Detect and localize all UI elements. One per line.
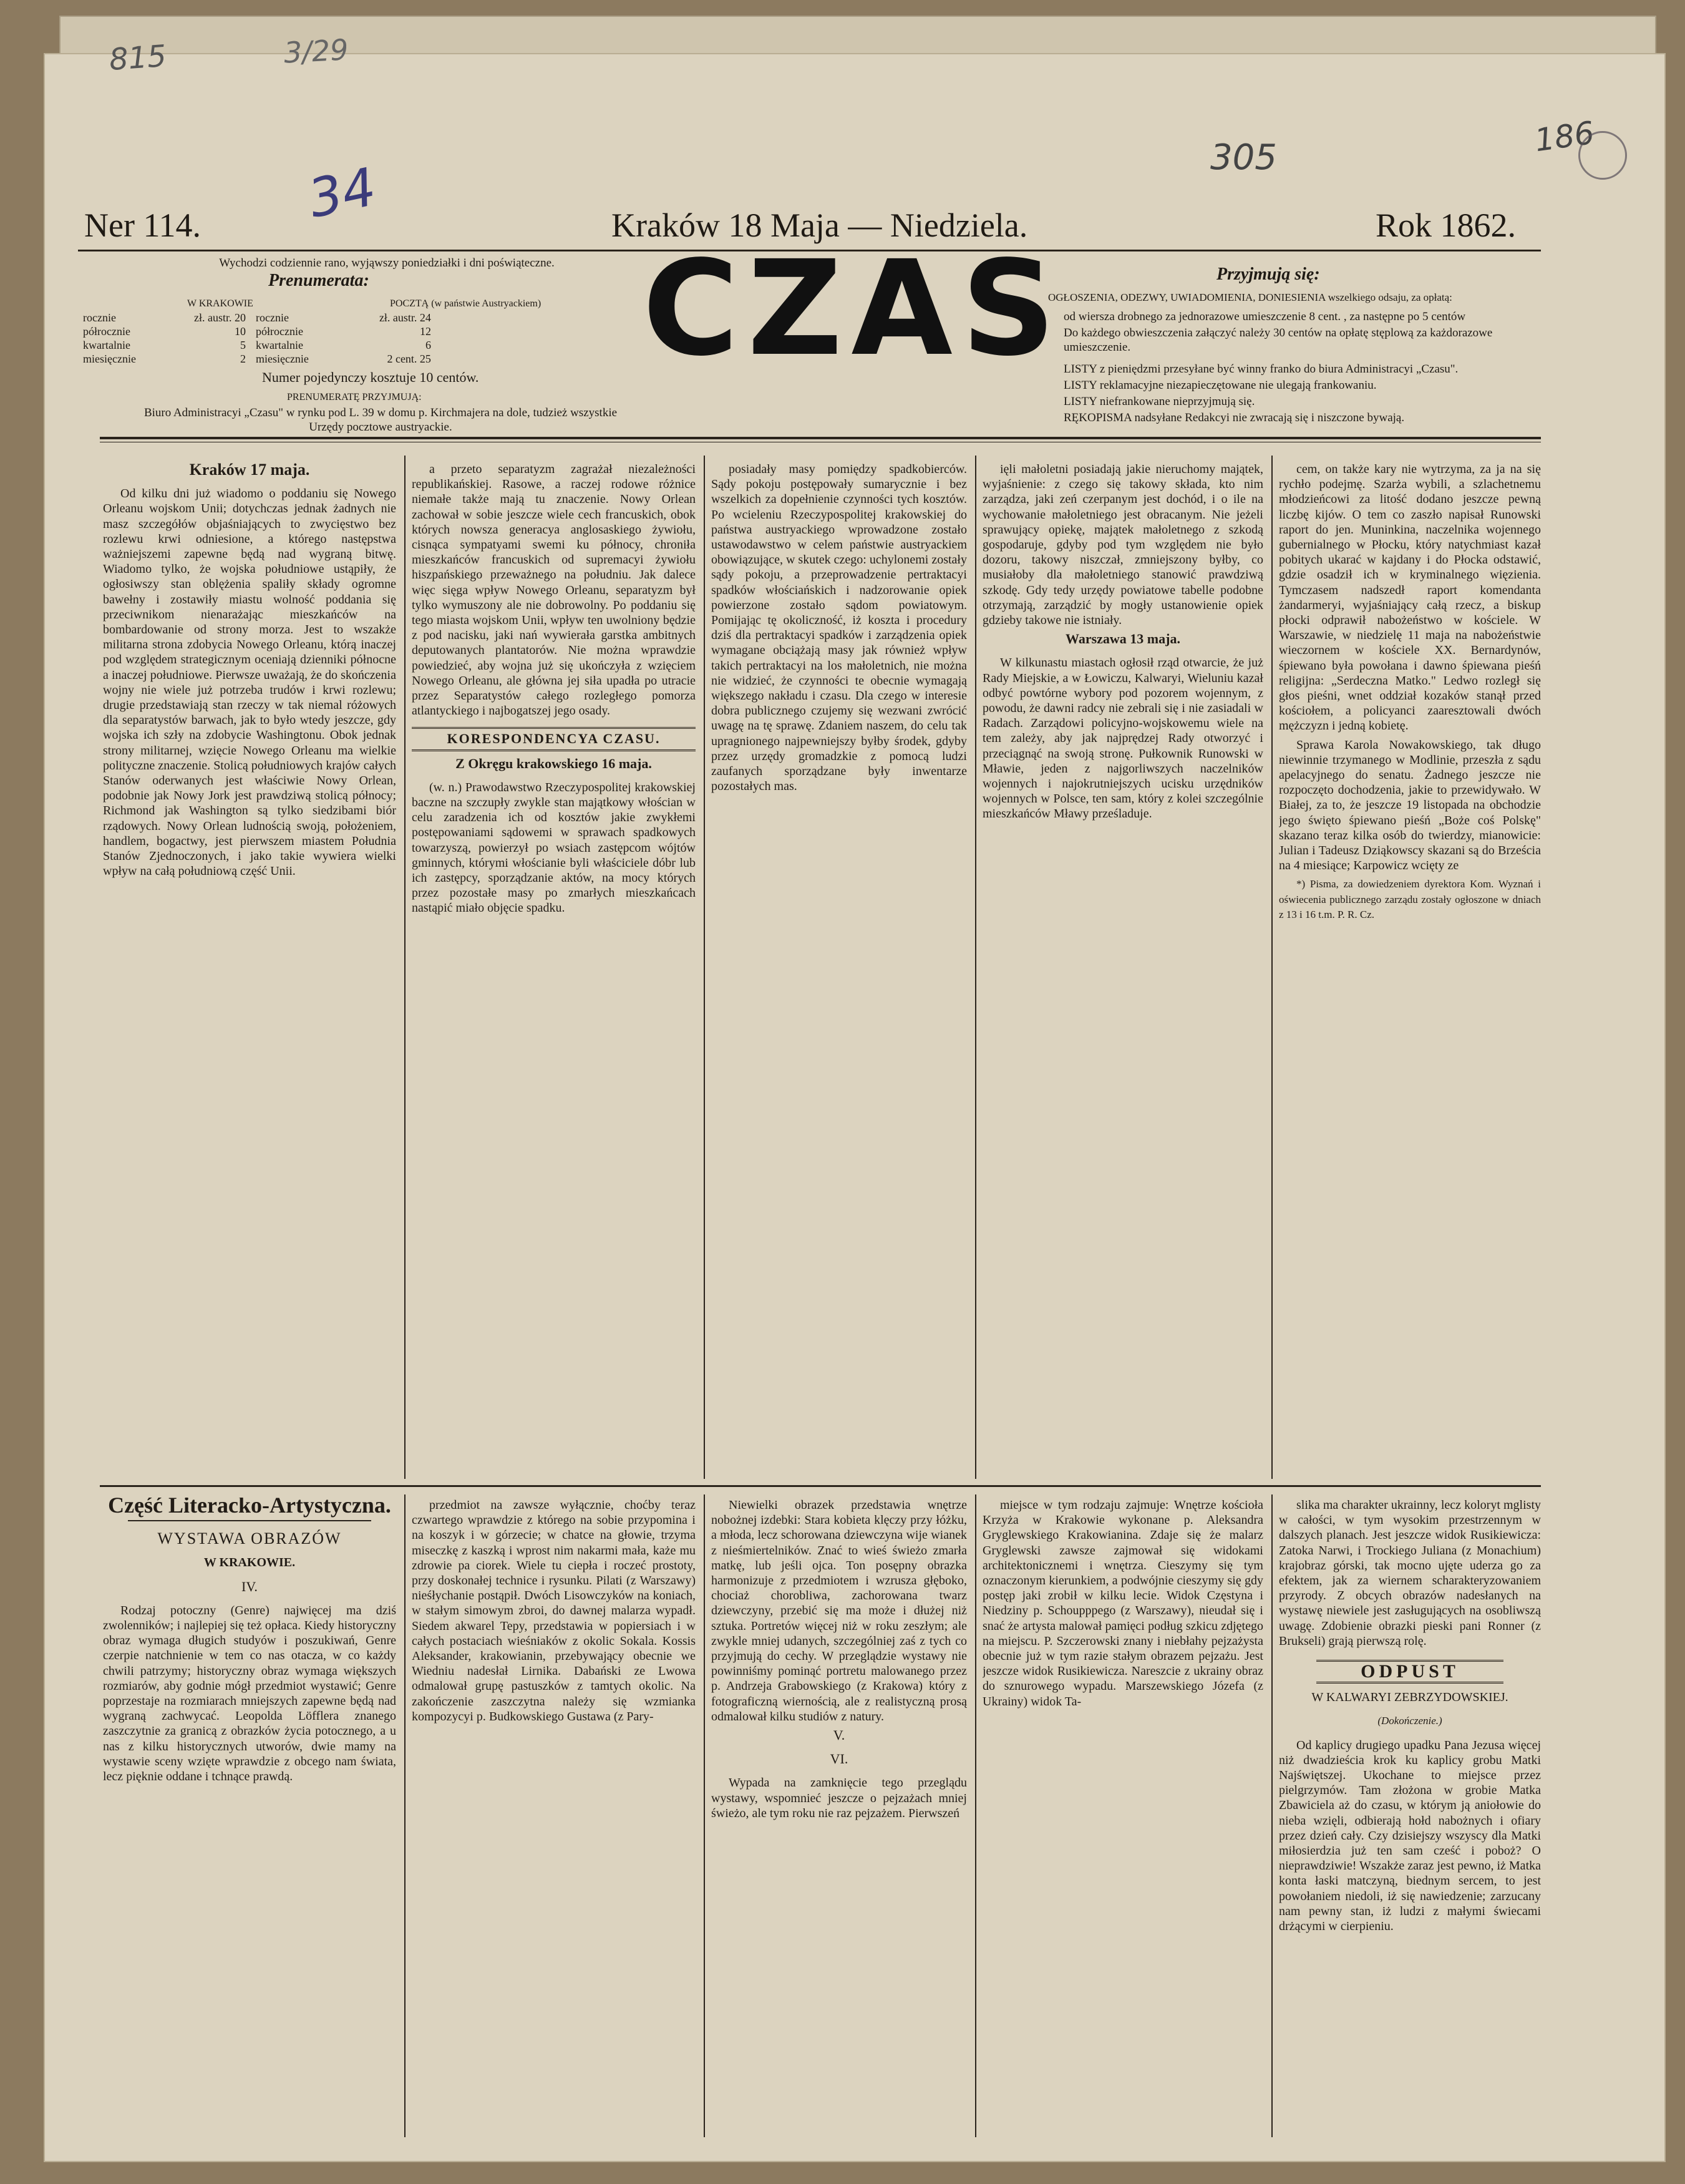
cell: kwartalnie (255, 339, 303, 351)
publication-note: Wychodzi codziennie rano, wyjąwszy poniedziałki i dni poświąteczne. (219, 256, 555, 270)
masthead-rule (100, 437, 1541, 439)
column-divider (404, 1494, 405, 2137)
ads-line-7: RĘKOPISMA nadsyłane Redakcyi nie zwracają się i niszczone bywają. (1064, 411, 1405, 424)
column-divider (975, 456, 976, 1479)
subscription-title: Prenumerata: (268, 271, 369, 290)
cell: półrocznie (255, 325, 303, 338)
cell: 2 (240, 353, 246, 365)
column-literary-2 (412, 1498, 696, 2134)
cell: zł. austr. 24 (379, 311, 431, 324)
subscription-col-krakow: W KRAKOWIE (187, 298, 253, 309)
archive-mark-4: 305 (1210, 137, 1277, 178)
correspondence-subtitle: Z Okręgu krakowskiego 16 maja. (455, 755, 652, 771)
part-number: V. (833, 1727, 845, 1743)
year: Rok 1862. (1376, 207, 1517, 244)
article-text: cem, on także kary nie wytrzyma, za ja na się rychło podejmę. Szarża wybili, a szlachetnemu młodzieńcowi za litość dodano jeszcze pewną liczbę kijów. O tem co zaszło napisał Runowski raport do jen. Muninkina, naczelnika wojennego gubernialnego w Płocku, który natychmiast kazał pobitych ukarać w kajdany i do Płocka odstawić, gdzie osadził ich w kryminalnego więzienia. Tymczasem nadszedł raport komendanta żandarmeryi, wyjaśniający całą rzecz, a biskup płocki odprawił nabożeństwo w kościele. W Warszawie, w niedzielę 11 maja na nabożeństwie wieczornem w kościele XX. Bernardynów, śpiewano była powołana i dawno śpiewana pieśń religijna: „Serdeczna Matko." Ledwo rozległ się głos pieśni, wnet oddział kozaków stanął przed kościołem, a policyanci zaaresztowali dwóch mężczyzn i jedną kobietę. (1279, 462, 1541, 733)
ads-line-5: LISTY reklamacyjne niezapieczętowane nie ulegają frankowaniu. (1064, 379, 1377, 392)
subscription-table (78, 311, 436, 366)
single-copy-price: Numer pojedynczy kosztuje 10 centów. (262, 369, 479, 385)
article-text: W kilkunastu miastach ogłosił rząd otwarcie, że już Rady Miejskie, a w Łowiczu, Kalwaryi, Wieluniu kazał odbyć powtórne wybory pod pozorem wojennym, z powodu, że dawni radcy nie zebrali się i nie zasiadali w Radach. Zarządowi policyjno-wojskowemu wiele na tem zależy, aby jak najprędzej Rady otworzyć i przeciągnąć na swoją stronę. Pułkownik Runowski w Mławie, jeden z najgorliwszych naczelników wojennych i najokrutniejszych ucisku urzędników wojennych w Polsce, ten sam, który z kolei szczególnie mieszkańców Mławy prześladuje. (983, 656, 1263, 821)
subscribers-text: Biuro Administracyi „Czasu" w rynku pod L. 39 w domu p. Kirchmajera na dole, tudzież wszystkie Urzędy pocztowe austryackie. (143, 406, 618, 434)
column-literary-3 (711, 1498, 967, 2134)
archive-mark-1: 815 (108, 38, 168, 78)
article-text: Rodzaj potoczny (Genre) najwięcej ma dziś zwolenników; i najlepiej się też opłaca. Kiedy historyczny obraz wymaga długich studyów i poszukiwań, Genre czerpie natchnienie w tem co nas otacza, w co każdy chwili patrzymy; historyczny obraz wymaga większych rozmiarów, aby godnie mógł przedmiot wystawić; Genre poprzestaje na rozmiarach mniejszych zapewne będą nad wygraną zachwycać. Leopolda Löfflera znanego zaszczytnie za granicą z obrazków życia potocznego, a u nas z kilku historycznych utworów, dwie mamy na wystawie sceny wzięte wprawdzie z obcego nam świata, lecz pięknie oddane i tchnące prawdą. (103, 1603, 396, 1784)
column-divider (704, 456, 705, 1479)
warsaw-heading: Warszawa 13 maja. (1066, 631, 1180, 647)
article-text: posiadały masy pomiędzy spadkobierców. Sądy pokoju postępowały sumarycznie i bez wszelkich za dopełnienie czynności tych kosztów. Po wcieleniu Rzeczypospolitej krakowskiej do państwa austryackiego wprowadzone zostało ustawodawstwo w celem państwie austryackiem obowiązujące, w skutek czego: uchylonemi zostały sądy pokoju, a przeprowadzenie pertraktacyi spadków włościańskich i nadzorowanie opiek powierzone zostało sądom powiatowym. Pomijając tę okoliczność, iż koszta i procedury dziś dla pertraktacyi spadków i zarządzenia opiek wymagane obciążają masy jak również wpływ takich pertraktacyi na los małoletnich, nie można nie widzieć, że czynności te obecnie wymagają większego nakładu i czasu. Dla czego w interesie dobra publicznego czujemy się wezwani zwrócić uwagę na tę sprawę. Zdaniem naszem, do celu tak upragnionego najpewniejszy byłby środek, gdyby przez urzędy gromadzkie z pomocą ludzi zaufanych sporządzane były inwentarze pozostałych mas. (711, 462, 967, 794)
section-rule (100, 1485, 1541, 1487)
table-row (78, 338, 436, 352)
exhibit-title: WYSTAWA OBRAZÓW (157, 1529, 342, 1548)
cell: 12 (419, 325, 431, 338)
column-divider (975, 1494, 976, 2137)
column-heading: Kraków 17 maja. (189, 461, 310, 479)
article-text: slika ma charakter ukrainny, lecz koloryt mglisty w całości, w tym wysokim przestrzennym w dalszych planach. Jest jeszcze widok Rusikiewicza: Zatoka Narwi, i Trockiego Juliana (z Monachium) krajobraz górski, tak mocno ujęte uderza go za efektem, jak za wiernem scharakteryzowaniem przyrody. Z obcych obrazów nadesłanych na wystawę niewiele jest zasługujących na osobliwszą uwagę. Zdobienie obrazki pieski pani Ronner (z Brukseli) grają pierwszą rolę. (1279, 1498, 1541, 1648)
article-text: ięli małoletni posiadają jakie nieruchomy majątek, wyjaśnienie: z czego się takowy składa, kto nim zarządza, jaki zeń czerpanym jest dochód, i o ile na wychowanie małoletniego jest obracanym. Nie jeżeli sprawujący opiekę, majątek małoletnego z szkodą gospodaruje, gdyby pod tym względem nie było dozoru, takowy niszczał, zmniejszony byłby, co musiałoby dla małoletniego stanowić prawdziwą szkodę. Gdy tedy urzędy powiatowe tabelle podobne otrzymają, zarządzić by mogły ustanowienie opiek gdzieby takowe nie istniały. (983, 462, 1263, 628)
title-divider (128, 1520, 371, 1521)
column-divider (1271, 456, 1273, 1479)
continuation-note: (Dokończenie.) (1377, 1715, 1442, 1727)
article-text: a przeto separatyzm zagrażał niezależności republikańskiej. Rasowe, a raczej rodowe różnice niemałe także mają tu znaczenie. Nowy Orlean zachował w sobie jeszcze wiele cech francuskich, obok których nowsza generacya anglosaskiego żywiołu, cisnąca sympatyami swemi ku północy, chroniła mieszkańców francuskich od supremacyi żywiołu hiszpańskiego przeważnego na południu. Jak dalece więc sięga wpływ Nowego Orleanu, separatyzm był tylko wymuszony ale nie dobrowolny. Po poddaniu się tego miasta wojskom Unii, wpływ ten uwolniony będzie z pod nacisku, jaki nań wywierała garstka ambitnych deputowanych plantatorów. Nie można wprawdzie powiedzieć, aby wojna już się ukończyła z wzięciem Nowego Orleanu, ale główna jej siła upadła po utracie przez Separatystów całego rozległego pomorza atlantyckiego i najbogatszej jego osady. (412, 462, 696, 718)
table-row (78, 324, 436, 338)
column-5 (1279, 462, 1541, 1479)
cell: 6 (425, 339, 431, 351)
cell: kwartalnie (83, 339, 130, 351)
subscription-col-poczta: POCZTĄ (w państwie Austryackiem) (390, 298, 541, 309)
subscribers-title: PRENUMERATĘ PRZYJMUJĄ: (287, 392, 422, 402)
odpust-subtitle: W KALWARYI ZEBRZYDOWSKIEJ. (1311, 1690, 1508, 1705)
masthead-title: CZAS (643, 232, 1065, 385)
cell: półrocznie (83, 325, 130, 338)
column-4 (983, 462, 1263, 1479)
article-text: Wypada na zamknięcie tego przeglądu wystawy, wspomnieć jeszcze o pejzażach mniej świeżo, ale tym roku nie raz pejzażem. Pierwszeń (711, 1776, 967, 1820)
cell: zł. austr. 20 (193, 311, 246, 324)
ads-line-2: od wiersza drobnego za jednorazowe umieszczenie 8 cent. , za następne po 5 centów (1064, 310, 1466, 323)
correspondence-section-title: KORESPONDENCYA CZASU. (412, 727, 696, 751)
column-divider (704, 1494, 705, 2137)
footnote: *) Pisma, za dowiedzeniem dyrektora Kom. Wyznań i oświecenia publicznego zarządu zostały ogłoszone w dniach z 13 i 16 t.m. P. R. Cz. (1279, 878, 1541, 920)
archive-mark-2: 3/29 (283, 32, 349, 70)
library-stamp (1578, 131, 1627, 180)
column-2 (412, 462, 696, 1479)
cell: miesięcznie (255, 353, 309, 365)
column-krakow (103, 459, 396, 1476)
article-text: Od kilku dni już wiadomo o poddaniu się Nowego Orleanu wojskom Unii; dotychczas jednak żadnych nie masz szczegółów objaśniających to zwycięstwo bez rozlewu krwi odniesione, a którego następstwa ważniejszemi zapewne będą nad wygraną bitwę. Wiadomo tylko, że wojska południowe ustąpiły, że ogłosiwszy stan oblężenia spaliły składy ogromne bawełny i zostawiły miastu wolność poddania się przeciwnikom nienarażając mieszkańców na bombardowanie od strony morza. Jest to wszakże militarna strona zdobycia Nowego Orleanu, którą inaczej pod względem strategicznym oceniają dzienniki północne a inaczej południowe. Pierwsze uważają, że do skończenia wojny nie wiele już potrzeba trudów i krwi rozlewu; drugie przedstawiają stan rzeczy w tak niemal różowych dla separatystów barwach, jak to było wtedy jeszcze, gdy wojska ich szły na zdobycie Washingtonu. Obok jednak strony militarnej, wzięcie Nowego Orleanu ma wielkie polityczne znaczenie. Stolicą południowych krajów całych Stanów oderwanych jest właściwie Nowy Orlean, podobnie jak Nowy Jork jest prawdziwą stolicą północy; Richmond jak Washington są tylko siedzibami biór rządowych. Nowy Orlean ludnością swoją, położeniem, handlem, bogactwy, jest pierwszem miastem Południa Stanów Zjednoczonych, i jako takie wywiera wielki wpływ na całą południową część Unii. (103, 487, 396, 879)
column-divider (1271, 1494, 1273, 2137)
column-literary-5 (1279, 1498, 1541, 2134)
column-literary-4 (983, 1498, 1263, 2134)
part-number: IV. (241, 1578, 258, 1594)
article-text: Sprawa Karola Nowakowskiego, tak długo niewinnie trzymanego w Modlinie, przeszła z sądu apelacyjnego do senatu. Żadnego jeszcze nie rozpoczęto dochodzenia, jakie to przewidywało. W Białej, za to, że jeszcze 19 listopada na obchodzie jego święto śpiewano pieśń „Boże coś Polskę" skazano teraz kilka osób do twierdzy, mianowicie: Julian i Tadeusz Dziąkowscy skazani są do Brześcia na 4 miesiące; Karpowicz wcięty ze (1279, 738, 1541, 873)
column-divider (404, 456, 405, 1479)
place-date: Kraków 18 Maja — Niedziela. (611, 207, 1028, 244)
archive-mark-3: 34 (303, 155, 381, 230)
table-row (78, 311, 436, 324)
issue-number: Ner 114. (84, 207, 201, 244)
archive-mark-5: 186 (1532, 114, 1597, 159)
article-text: Od kaplicy drugiego upadku Pana Jezusa więcej niż dwadzieścia krok ku kaplicy grobu Matki Najświętszej. Ukochane to miejsce przez pielgrzymów. Tam złożona w grobie Matka Zbawiciela aż do czasu, w którym ją aniołowie do nieba wzięli, odbierają hołd nabożnych i ofiary przez dzień cały. Czy dzisiejszy wszyscy dla Matki miłosierdzia już ten sam cześć i poboż? O nieprawdziwie! Wszakże zaraz jest pewno, iż Matka konta łaski matczyną, biednym sercem, to jest powołaniem niedoli, iż się nawiedzenie; zarzucany nam pewny stan, iż ludzi z małymi świecami drżącymi w cierpieniu. (1279, 1738, 1541, 1934)
column-3 (711, 462, 967, 1479)
article-text: Niewielki obrazek przedstawia wnętrze nobożnej izdebki: Stara kobieta klęczy przy łóżku, a młoda, lecz schorowana dziewczyna wije wianek z nieśmiertelników. Znać to wieś świeżo zmarła matkę, lub jeśli ojca. Ton posępny obrazka harmonizuje z przedmiotem i wzrusza głęboko, chociaż chorobliwa, zachorowana twarz dziewczyny, przebić się ma może i dłużej niż sztuka. Portretów więcej niż w roku zeszłym; ale zwykle mniej udanych, szczególniej zaś z tych co przyjmują do cechy. W przeglądzie wystawy nie powinniśmy pominąć portretu malowanego przez p. Andrzeja Grabowskiego (z Krakowa) który z fotograficzną wiernością, ale z realistyczną prosą odmalował kilku studiów z natury. (711, 1498, 967, 1723)
article-text: miejsce w tym rodzaju zajmuje: Wnętrze kościoła Krzyża w Krakowie wykonane p. Aleksandra Gryglewskiego Krakowianina. Zdaje się że malarz Gryglewski zawsze zajmował się widokami architektonicznemi i wnętrza. Cieszymy się tym oznaczonym kierunkiem, a podwójnie cieszymy się gdy postęp jaki zrobił w kilku lecie. Widok Częstyna i Niedziny p. Schoupppego (z Warszawy), nieudał się i snać że artysta malował pamięci podług szkicu zdjętego na miejscu. P. Szczerowski znany i niebłahy pejzażysta obecnie już w tym razie stałym obrazem pejzażu. Jest jeszcze widok Rusikiewicza. Nareszcie z ukrainy obraz do sznurowego wypadu. Marszewskiego Józefa (z Ukrainy) widok Ta- (983, 1498, 1263, 1709)
cell: rocznie (255, 311, 289, 324)
ads-line-3: Do każdego obwieszczenia załączyć należy 30 centów na opłatę stęplową za każdorazowe umieszczenie. (1064, 326, 1493, 354)
odpust-title: ODPUST (1316, 1660, 1503, 1684)
cell: 10 (234, 325, 246, 338)
table-row (78, 352, 436, 366)
article-text: przedmiot na zawsze wyłącznie, choćby teraz czwartego wprawdzie z którego na sobie przypomina i na koszyk i w górzecie; w chatce na głowie, trzyma miseczkę z kaszką i wprost nim nakarmi mała, każe mu zdrowie pa ciorek. Wiele tu ciepła i roczeć prostoty, przy doskonałej technice i rysunku. Pilati (z Warszawy) nieśłychanie postąpił. Dwóch Lisowczyków na koniach, w stałym simowym zbroi, do dawnej malarza wypadł. Siedem akwarel Tepy, przedstawia w popiersiach i w całych postaciach wieśniaków z okolic Sokala. Kossis Aleksander, krakowianin, przebywający obecnie we Wiedniu nadesłał Lirnika. Dabański ze Lwowa odmalował grupę pastuszków z tamtych okolic. Na zakończenie zaszczytna należy się wzmianka kompozycyi p. Budkowskiego Gustawa (z Pary- (412, 1498, 696, 1723)
cell: miesięcznie (83, 353, 136, 365)
cell: rocznie (83, 311, 116, 324)
ads-line-4: LISTY z pieniędzmi przesyłane być winny franko do biura Administracyi „Czasu". (1064, 363, 1459, 376)
ads-line-6: LISTY niefrankowane nieprzyjmują się. (1064, 395, 1255, 408)
column-literary-1 (103, 1498, 396, 2134)
cell: 5 (240, 339, 246, 351)
cell: 2 cent. 25 (387, 353, 431, 365)
exhibit-subtitle: W KRAKOWIE. (203, 1556, 296, 1570)
ads-title: Przyjmują się: (1216, 265, 1320, 284)
literary-section-title: Część Literacko-Artystyczna. (108, 1498, 391, 1518)
part-number: VI. (830, 1751, 848, 1767)
article-text: (w. n.) Prawodawstwo Rzeczypospolitej krakowskiej baczne na szczupły zwykle stan majątkowy włościan w celu zaradzenia ich od kosztów jakie zwykłemi postępowaniami sądowemi w sprawach spadkowych towarzyszą, powierzył po wsiach zastępcom wójtów gminnych, którymi włościanie byli właściciele dóbr lub ich zastępcy, sporządzanie aktów, na mocy których przez pozostałe masy po zmarłych mieszkańcach nastąpić miało objęcie spadku. (412, 780, 696, 915)
ads-line-1: OGŁOSZENIA, ODEZWY, UWIADOMIENIA, DONIESIENIA wszelkiego odsaju, za opłatą: (1048, 291, 1452, 303)
